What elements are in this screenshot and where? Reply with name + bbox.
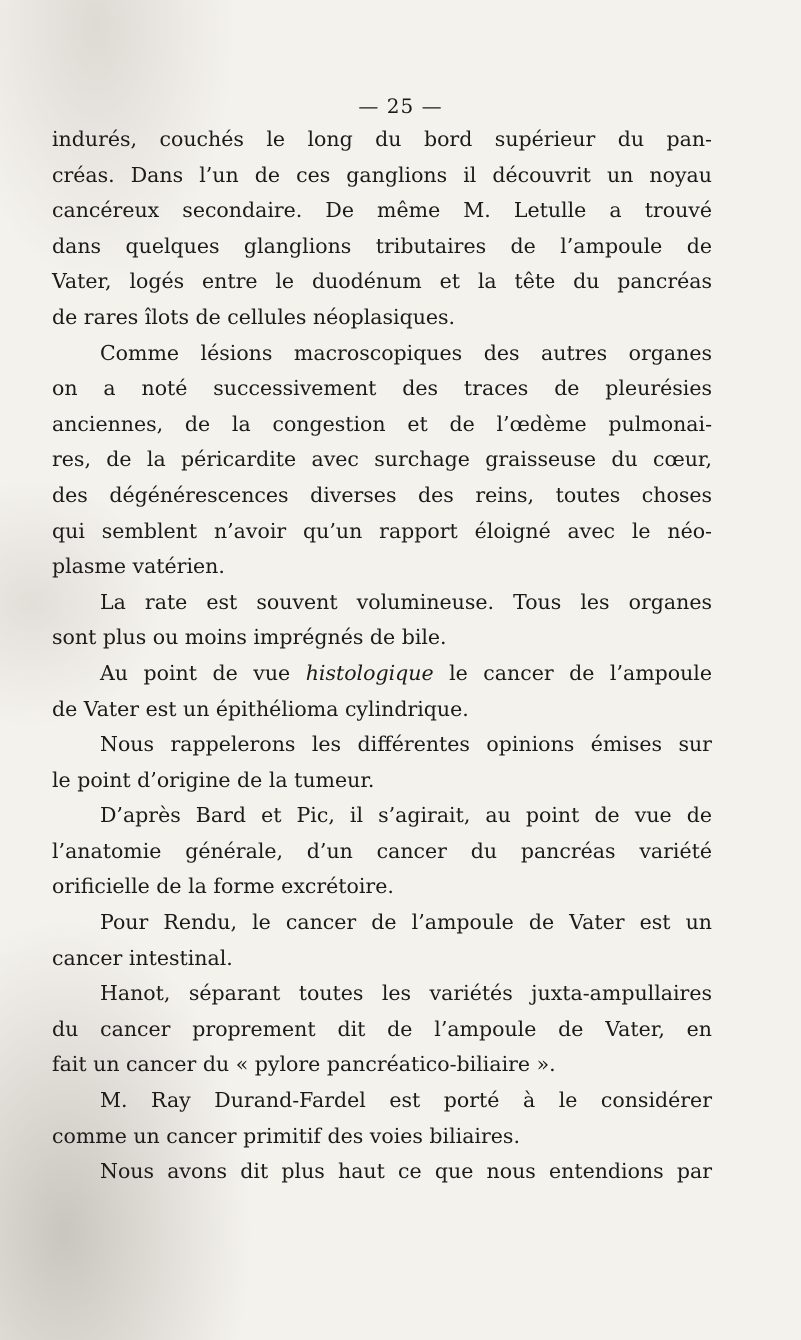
text-run: Au point de vue — [100, 660, 306, 685]
text-line: M. Ray Durand-Fardel est porté à le considérer — [100, 1088, 712, 1113]
text-line: D’après Bard et Pic, il s’agirait, au point de vue de — [100, 803, 712, 828]
text-line: qui semblent n’avoir qu’un rapport éloigné avec le néo- — [52, 518, 712, 543]
text-line: créas. Dans l’un de ces ganglions il découvrit un noyau — [52, 162, 712, 187]
text-line: Nous avons dit plus haut ce que nous entendions par — [100, 1159, 712, 1184]
text-line: de rares îlots de cellules néoplasiques. — [52, 304, 456, 329]
text-line: dans quelques glanglions tributaires de l’ampoule de — [52, 233, 712, 258]
text-line: fait un cancer du « pylore pancréatico-biliaire ». — [52, 1052, 556, 1077]
text-run: le cancer de l’ampoule — [433, 660, 712, 685]
text-line — [52, 656, 712, 692]
text-line: La rate est souvent volumineuse. Tous les organes — [100, 589, 712, 614]
text-line: plasme vatérien. — [52, 554, 225, 579]
text-line: du cancer proprement dit de l’ampoule de Vater, en — [52, 1016, 712, 1041]
text-line: res, de la péricardite avec surchage graisseuse du cœur, — [52, 447, 712, 472]
text-line: de Vater est un épithélioma cylindrique. — [52, 696, 469, 721]
text-line: le point d’origine de la tumeur. — [52, 767, 375, 792]
emphasized-word: histologique — [305, 660, 434, 685]
text-line: des dégénérescences diverses des reins, toutes choses — [52, 482, 712, 507]
body-text — [52, 122, 712, 1190]
text-line: Hanot, séparant toutes les variétés juxta-ampullaires — [100, 981, 712, 1006]
text-line: indurés, couchés le long du bord supérieur du pan- — [52, 127, 712, 151]
page-number: — 25 — — [358, 94, 443, 118]
text-line: Pour Rendu, le cancer de l’ampoule de Vater est un — [100, 910, 712, 935]
text-line: Nous rappelerons les différentes opinions émises sur — [100, 732, 712, 757]
text-line: cancéreux secondaire. De même M. Letulle a trouvé — [52, 198, 712, 223]
text-line: l’anatomie générale, d’un cancer du pancréas variété — [52, 838, 712, 863]
text-line: on a noté successivement des traces de pleurésies — [52, 376, 712, 401]
text-line: Comme lésions macroscopiques des autres organes — [100, 340, 712, 365]
text-line: orificielle de la forme excrétoire. — [52, 874, 394, 899]
text-line: comme un cancer primitif des voies biliaires. — [52, 1123, 520, 1148]
text-line: Vater, logés entre le duodénum et la tête du pancréas — [52, 269, 712, 294]
text-line: anciennes, de la congestion et de l’œdème pulmonai- — [52, 411, 712, 436]
text-line: cancer intestinal. — [52, 945, 233, 970]
text-line: sont plus ou moins imprégnés de bile. — [52, 625, 447, 650]
